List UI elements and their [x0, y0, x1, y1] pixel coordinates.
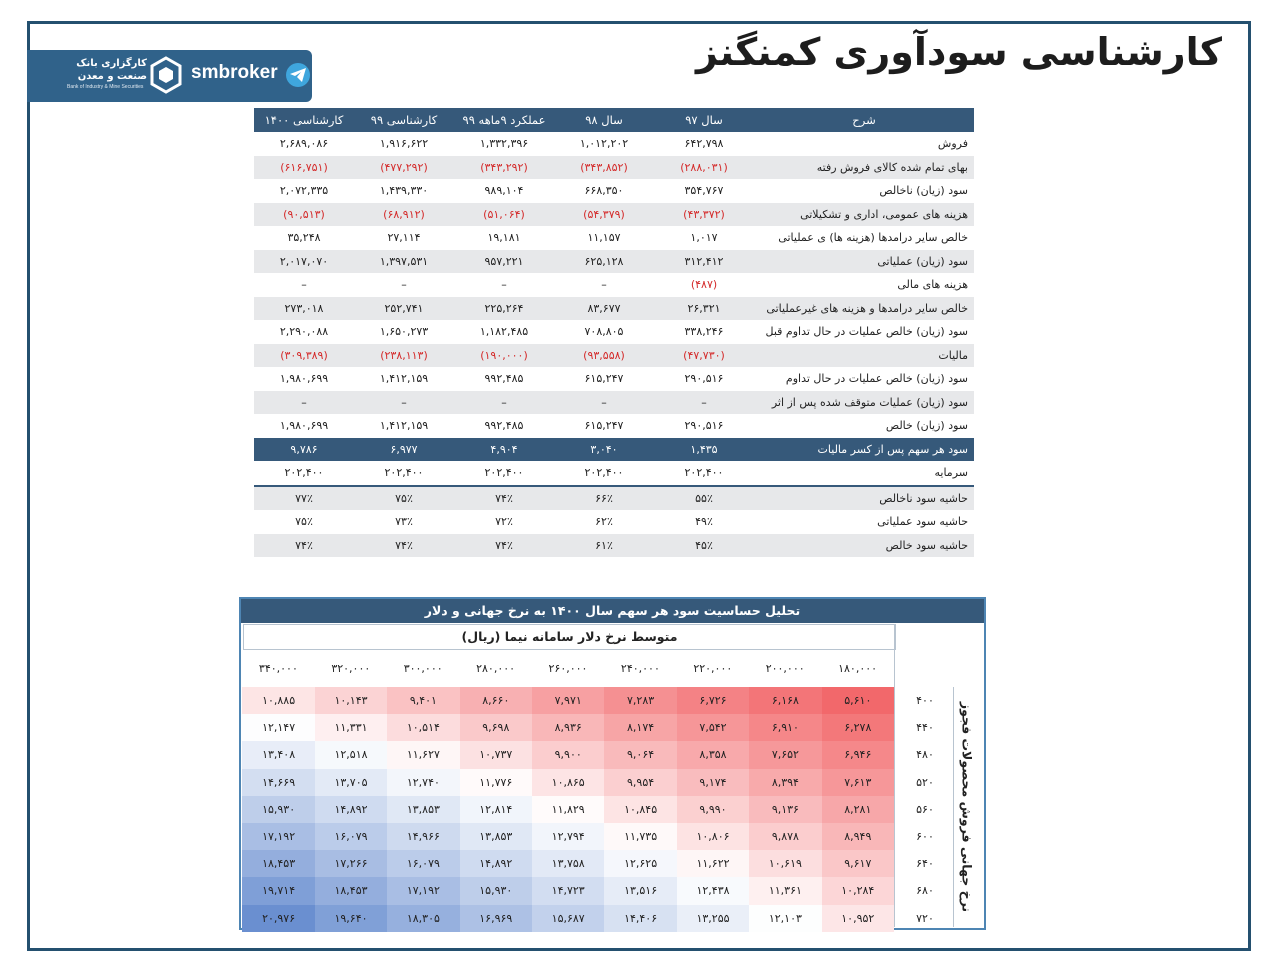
- table-cell: ۱,۹۸۰,۶۹۹: [254, 367, 354, 391]
- table-cell: ۵۵٪: [654, 486, 754, 511]
- table-cell: ۳۱۲,۴۱۲: [654, 250, 754, 274]
- sensitivity-cell: ۶,۲۷۸: [822, 714, 894, 741]
- table-cell: ۳۵۴,۷۶۷: [654, 179, 754, 203]
- sensitivity-cell: ۱۰,۸۴۵: [604, 796, 676, 823]
- table-cell: (۹۳,۵۵۸): [554, 344, 654, 368]
- table-cell: ۷۵٪: [254, 510, 354, 534]
- sensitivity-cell: ۱۴,۶۶۹: [242, 769, 314, 796]
- sensitivity-cell: ۱۲,۵۱۸: [315, 741, 387, 768]
- sensitivity-cell: ۱۳,۸۵۳: [387, 796, 459, 823]
- sensitivity-cell: ۱۴,۸۹۲: [315, 796, 387, 823]
- row-label: سود (زیان) خالص عملیات در حال تداوم قبل: [754, 320, 974, 344]
- dollar-rate-label: ۳۲۰,۰۰۰: [331, 662, 371, 675]
- divider: [894, 624, 895, 927]
- row-label: سود (زیان) خالص عملیات در حال تداوم: [754, 367, 974, 391]
- table-cell: ۱۹,۱۸۱: [454, 226, 554, 250]
- table-cell: ۸۳,۶۷۷: [554, 297, 654, 321]
- table-cell: (۳۰۹,۳۸۹): [254, 344, 354, 368]
- table-cell: (۵۴,۳۷۹): [554, 203, 654, 227]
- table-cell: ۷۴٪: [354, 534, 454, 558]
- sensitivity-cell: ۹,۱۷۴: [677, 769, 749, 796]
- sensitivity-cell: ۷,۲۸۳: [604, 687, 676, 714]
- table-cell: ۱,۳۳۲,۳۹۶: [454, 132, 554, 156]
- dollar-rate-label: ۲۰۰,۰۰۰: [765, 662, 805, 675]
- table-cell: (۴۳,۳۷۲): [654, 203, 754, 227]
- dollar-rate-axis-title: متوسط نرخ دلار سامانه نیما (ریال): [243, 624, 896, 650]
- sensitivity-cell: ۱۲,۷۴۰: [387, 769, 459, 796]
- table-cell: (۴۸۷): [654, 273, 754, 297]
- sensitivity-cell: ۹,۱۳۶: [749, 796, 821, 823]
- table-cell: –: [454, 391, 554, 415]
- sensitivity-cell: ۱۳,۷۵۸: [532, 850, 604, 877]
- table-row: [254, 438, 974, 462]
- sensitivity-cell: ۷,۵۴۲: [677, 714, 749, 741]
- table-cell: –: [254, 391, 354, 415]
- price-label: ۶۴۰: [916, 857, 934, 871]
- sensitivity-cell: ۱۰,۸۰۶: [677, 823, 749, 850]
- sensitivity-cell: ۶,۹۱۰: [749, 714, 821, 741]
- table-cell: ۹,۷۸۶: [254, 438, 354, 462]
- sensitivity-cell: ۱۶,۰۷۹: [315, 823, 387, 850]
- row-label: بهای تمام شده کالای فروش رفته: [754, 156, 974, 180]
- table-cell: ۲۶,۳۲۱: [654, 297, 754, 321]
- table-cell: ۶۱٪: [554, 534, 654, 558]
- sensitivity-cell: ۷,۶۵۲: [749, 741, 821, 768]
- bank-name-fa: کارگزاری بانک صنعت و معدن: [76, 58, 147, 82]
- sensitivity-cell: ۱۵,۹۳۰: [460, 877, 532, 904]
- table-cell: –: [554, 391, 654, 415]
- row-label: فروش: [754, 132, 974, 156]
- row-label: هزینه های مالی: [754, 273, 974, 297]
- sensitivity-cell: ۸,۳۵۸: [677, 741, 749, 768]
- table-row: [254, 510, 974, 534]
- sensitivity-cell: ۱۰,۵۱۴: [387, 714, 459, 741]
- sensitivity-cell: ۱۱,۶۲۲: [677, 850, 749, 877]
- dollar-rate-label: ۲۴۰,۰۰۰: [620, 662, 660, 675]
- table-cell: ۲۰۲,۴۰۰: [654, 461, 754, 486]
- table-row: [254, 461, 974, 486]
- column-header: عملکرد ۹ماهه ۹۹: [454, 108, 554, 132]
- price-axis-title: نرخ جهانی فروش محصولات فجوز: [959, 701, 975, 913]
- sensitivity-cell: ۸,۱۷۴: [604, 714, 676, 741]
- table-row: [254, 297, 974, 321]
- sensitivity-cell: ۱۱,۷۷۶: [460, 769, 532, 796]
- price-label: ۷۲۰: [916, 911, 934, 925]
- table-cell: (۲۳۸,۱۱۳): [354, 344, 454, 368]
- table-cell: –: [354, 391, 454, 415]
- sensitivity-cell: ۲۰,۹۷۶: [242, 905, 314, 932]
- sensitivity-cell: ۱۴,۷۲۳: [532, 877, 604, 904]
- column-header: شرح: [754, 108, 974, 132]
- table-cell: –: [554, 273, 654, 297]
- table-row: [254, 367, 974, 391]
- table-cell: (۴۷,۷۳۰): [654, 344, 754, 368]
- price-label: ۴۰۰: [916, 694, 934, 707]
- table-cell: ۲,۰۷۲,۳۳۵: [254, 179, 354, 203]
- table-cell: ۱۱,۱۵۷: [554, 226, 654, 250]
- table-cell: ۷۵٪: [354, 486, 454, 511]
- sensitivity-cell: ۷,۶۱۳: [822, 769, 894, 796]
- table-cell: ۶۱۵,۲۴۷: [554, 414, 654, 438]
- row-label: حاشیه سود عملیاتی: [754, 510, 974, 534]
- price-label: ۴۴۰: [916, 721, 934, 735]
- table-row: [254, 414, 974, 438]
- sensitivity-cell: ۱۷,۲۶۶: [315, 850, 387, 877]
- table-cell: ۷۰۸,۸۰۵: [554, 320, 654, 344]
- table-row: [254, 273, 974, 297]
- dollar-rate-label: ۲۶۰,۰۰۰: [548, 662, 588, 675]
- sensitivity-cell: ۱۴,۸۹۲: [460, 850, 532, 877]
- sensitivity-cell: ۵,۶۱۰: [822, 687, 894, 714]
- table-cell: ۲,۲۹۰,۰۸۸: [254, 320, 354, 344]
- row-label: سود (زیان) عملیات متوقف شده پس از اثر: [754, 391, 974, 415]
- table-row: [254, 344, 974, 368]
- table-cell: ۲۲۵,۲۶۴: [454, 297, 554, 321]
- row-label: حاشیه سود خالص: [754, 534, 974, 558]
- table-row: [254, 203, 974, 227]
- row-label: خالص سایر درامدها (هزینه ها) ی عملیاتی: [754, 226, 974, 250]
- sensitivity-cell: ۱۶,۰۷۹: [387, 850, 459, 877]
- table-cell: ۷۲٪: [454, 510, 554, 534]
- table-cell: ۱,۴۱۲,۱۵۹: [354, 367, 454, 391]
- sensitivity-cell: ۱۲,۷۹۴: [532, 823, 604, 850]
- sensitivity-cell: ۸,۹۴۹: [822, 823, 894, 850]
- table-cell: ۶۴۲,۷۹۸: [654, 132, 754, 156]
- table-cell: ۱,۳۹۷,۵۳۱: [354, 250, 454, 274]
- table-cell: ۱,۴۳۵: [654, 438, 754, 462]
- table-cell: –: [254, 273, 354, 297]
- sensitivity-cell: ۱۷,۱۹۲: [387, 877, 459, 904]
- sensitivity-cell: ۱۳,۷۰۵: [315, 769, 387, 796]
- row-label: سود هر سهم پس از کسر مالیات: [754, 438, 974, 462]
- table-cell: ۲۷,۱۱۴: [354, 226, 454, 250]
- sensitivity-cell: ۱۱,۸۲۹: [532, 796, 604, 823]
- sensitivity-cell: ۹,۹۰۰: [532, 741, 604, 768]
- table-cell: ۹۹۲,۴۸۵: [454, 414, 554, 438]
- table-row: [254, 391, 974, 415]
- table-cell: ۹۹۲,۴۸۵: [454, 367, 554, 391]
- sensitivity-cell: ۱۳,۸۵۳: [460, 823, 532, 850]
- price-axis-title-box: [953, 687, 981, 927]
- column-header: سال ۹۷: [654, 108, 754, 132]
- column-header: کارشناسی ۱۴۰۰: [254, 108, 354, 132]
- table-cell: (۶۱۶,۷۵۱): [254, 156, 354, 180]
- table-cell: ۳۵,۲۴۸: [254, 226, 354, 250]
- table-row: [254, 132, 974, 156]
- sensitivity-cell: ۸,۲۸۱: [822, 796, 894, 823]
- sensitivity-cell: ۱۲,۱۴۷: [242, 714, 314, 741]
- price-label: ۶۰۰: [916, 830, 934, 843]
- table-cell: (۳۴۳,۲۹۲): [454, 156, 554, 180]
- table-cell: ۱,۰۱۷: [654, 226, 754, 250]
- table-cell: ۲۹۰,۵۱۶: [654, 367, 754, 391]
- row-label: سرمایه: [754, 461, 974, 486]
- table-cell: (۱۹۰,۰۰۰): [454, 344, 554, 368]
- sensitivity-cell: ۱۲,۸۱۴: [460, 796, 532, 823]
- sensitivity-cell: ۹,۴۰۱: [387, 687, 459, 714]
- table-cell: ۷۴٪: [454, 534, 554, 558]
- table-cell: ۶۲۵,۱۲۸: [554, 250, 654, 274]
- table-row: [254, 156, 974, 180]
- sensitivity-cell: ۱۸,۴۵۳: [315, 877, 387, 904]
- column-header: کارشناسی ۹۹: [354, 108, 454, 132]
- table-cell: –: [454, 273, 554, 297]
- sensitivity-cell: ۸,۶۶۰: [460, 687, 532, 714]
- dollar-rate-label: ۱۸۰,۰۰۰: [838, 662, 878, 675]
- row-label: هزینه های عمومی، اداری و تشکیلاتی: [754, 203, 974, 227]
- sensitivity-cell: ۱۲,۴۳۸: [677, 877, 749, 904]
- sensitivity-cell: ۶,۹۴۶: [822, 741, 894, 768]
- row-label: مالیات: [754, 344, 974, 368]
- table-cell: ۲۰۲,۴۰۰: [254, 461, 354, 486]
- sensitivity-cell: ۹,۹۹۰: [677, 796, 749, 823]
- price-label: ۵۲۰: [916, 775, 934, 789]
- table-cell: ۱,۰۱۲,۲۰۲: [554, 132, 654, 156]
- table-cell: ۲۰۲,۴۰۰: [454, 461, 554, 486]
- sensitivity-cell: ۱۴,۹۶۶: [387, 823, 459, 850]
- dollar-rate-label: ۲۲۰,۰۰۰: [693, 662, 733, 675]
- row-label: خالص سایر درامدها و هزینه های غیرعملیاتی: [754, 297, 974, 321]
- sensitivity-cell: ۹,۶۱۷: [822, 850, 894, 877]
- sensitivity-cell: ۱۰,۲۸۴: [822, 877, 894, 904]
- table-cell: ۲۷۳,۰۱۸: [254, 297, 354, 321]
- table-cell: –: [654, 391, 754, 415]
- sensitivity-panel: [239, 597, 986, 930]
- sensitivity-cell: ۸,۳۹۴: [749, 769, 821, 796]
- table-cell: ۷۷٪: [254, 486, 354, 511]
- sensitivity-cell: ۱۰,۹۵۲: [822, 905, 894, 932]
- table-cell: (۵۱,۰۶۴): [454, 203, 554, 227]
- logo-banner: [27, 50, 312, 102]
- income-statement-table: [254, 108, 974, 557]
- table-cell: (۲۸۸,۰۳۱): [654, 156, 754, 180]
- sensitivity-cell: ۷,۹۷۱: [532, 687, 604, 714]
- sensitivity-cell: ۹,۸۷۸: [749, 823, 821, 850]
- sensitivity-cell: ۹,۰۶۴: [604, 741, 676, 768]
- sensitivity-cell: ۱۶,۹۶۹: [460, 905, 532, 932]
- dollar-rate-label: ۲۸۰,۰۰۰: [476, 662, 516, 675]
- table-cell: (۹۰,۵۱۳): [254, 203, 354, 227]
- sensitivity-cell: ۶,۱۶۸: [749, 687, 821, 714]
- sensitivity-title: تحلیل حساسیت سود هر سهم سال ۱۴۰۰ به نرخ جهانی و دلار: [241, 599, 984, 623]
- sensitivity-cell: ۱۰,۶۱۹: [749, 850, 821, 877]
- table-cell: ۲,۶۸۹,۰۸۶: [254, 132, 354, 156]
- table-row: [254, 226, 974, 250]
- table-cell: ۹۵۷,۲۲۱: [454, 250, 554, 274]
- telegram-icon[interactable]: [286, 63, 310, 87]
- price-label: ۵۶۰: [916, 802, 934, 816]
- table-cell: ۴۵٪: [654, 534, 754, 558]
- table-cell: ۳۳۸,۲۴۶: [654, 320, 754, 344]
- sensitivity-cell: ۱۱,۳۳۱: [315, 714, 387, 741]
- sensitivity-cell: ۱۰,۷۳۷: [460, 741, 532, 768]
- row-label: سود (زیان) عملیاتی: [754, 250, 974, 274]
- price-label: ۶۸۰: [916, 884, 934, 898]
- sensitivity-cell: ۱۰,۱۴۳: [315, 687, 387, 714]
- sensitivity-cell: ۹,۹۵۴: [604, 769, 676, 796]
- table-row: [254, 486, 974, 511]
- table-cell: (۶۸,۹۱۲): [354, 203, 454, 227]
- table-cell: –: [354, 273, 454, 297]
- table-cell: ۶,۹۷۷: [354, 438, 454, 462]
- table-cell: ۱,۴۳۹,۳۳۰: [354, 179, 454, 203]
- bank-name-en: Bank of Industry & Mine Securities: [67, 84, 144, 90]
- dollar-rate-label: ۳۰۰,۰۰۰: [403, 662, 443, 675]
- table-cell: ۱,۶۵۰,۲۷۳: [354, 320, 454, 344]
- table-cell: ۳,۰۴۰: [554, 438, 654, 462]
- column-header: سال ۹۸: [554, 108, 654, 132]
- table-cell: ۶۱۵,۲۴۷: [554, 367, 654, 391]
- table-row: [254, 179, 974, 203]
- table-cell: ۲۹۰,۵۱۶: [654, 414, 754, 438]
- price-label: ۴۸۰: [916, 748, 934, 762]
- table-cell: ۷۴٪: [254, 534, 354, 558]
- table-cell: ۶۶٪: [554, 486, 654, 511]
- sensitivity-cell: ۱۵,۹۳۰: [242, 796, 314, 823]
- row-label: حاشیه سود ناخالص: [754, 486, 974, 511]
- sensitivity-cell: ۶,۷۲۶: [677, 687, 749, 714]
- sensitivity-cell: ۱۳,۵۱۶: [604, 877, 676, 904]
- table-cell: ۹۸۹,۱۰۴: [454, 179, 554, 203]
- table-cell: ۷۳٪: [354, 510, 454, 534]
- sensitivity-cell: ۱۱,۳۶۱: [749, 877, 821, 904]
- dollar-rate-label: ۳۴۰,۰۰۰: [258, 662, 298, 675]
- sensitivity-cell: ۱۸,۴۵۳: [242, 850, 314, 877]
- table-cell: (۴۷۷,۲۹۲): [354, 156, 454, 180]
- table-cell: ۱,۹۸۰,۶۹۹: [254, 414, 354, 438]
- table-cell: ۷۴٪: [454, 486, 554, 511]
- brand-name: smbroker: [191, 62, 278, 83]
- sensitivity-cell: ۱۳,۴۰۸: [242, 741, 314, 768]
- sensitivity-cell: ۱۲,۶۲۵: [604, 850, 676, 877]
- table-cell: ۱,۱۸۲,۴۸۵: [454, 320, 554, 344]
- table-cell: ۲۰۲,۴۰۰: [354, 461, 454, 486]
- page-title: کارشناسی سودآوری کمنگنز: [695, 30, 1222, 74]
- sensitivity-cell: ۱۰,۸۶۵: [532, 769, 604, 796]
- sensitivity-cell: ۱۵,۶۸۷: [532, 905, 604, 932]
- table-row: [254, 250, 974, 274]
- sensitivity-cell: ۱۳,۲۵۵: [677, 905, 749, 932]
- table-cell: ۱,۹۱۶,۶۲۲: [354, 132, 454, 156]
- sensitivity-cell: ۱۸,۳۰۵: [387, 905, 459, 932]
- table-cell: ۴۹٪: [654, 510, 754, 534]
- sensitivity-cell: ۱۱,۷۳۵: [604, 823, 676, 850]
- table-cell: ۱,۴۱۲,۱۵۹: [354, 414, 454, 438]
- table-cell: ۲۰۲,۴۰۰: [554, 461, 654, 486]
- sensitivity-cell: ۹,۶۹۸: [460, 714, 532, 741]
- table-cell: (۳۴۳,۸۵۲): [554, 156, 654, 180]
- row-label: سود (زیان) ناخالص: [754, 179, 974, 203]
- table-row: [254, 534, 974, 558]
- table-cell: ۲,۰۱۷,۰۷۰: [254, 250, 354, 274]
- sensitivity-cell: ۱۷,۱۹۲: [242, 823, 314, 850]
- row-label: سود (زیان) خالص: [754, 414, 974, 438]
- sensitivity-cell: ۸,۹۳۶: [532, 714, 604, 741]
- table-cell: ۴,۹۰۴: [454, 438, 554, 462]
- sensitivity-cell: ۱۲,۱۰۳: [749, 905, 821, 932]
- table-cell: ۲۵۲,۷۴۱: [354, 297, 454, 321]
- sensitivity-cell: ۱۱,۶۲۷: [387, 741, 459, 768]
- table-cell: ۶۶۸,۳۵۰: [554, 179, 654, 203]
- sensitivity-cell: ۱۰,۸۸۵: [242, 687, 314, 714]
- sensitivity-cell: ۱۴,۴۰۶: [604, 905, 676, 932]
- sensitivity-cell: ۱۹,۷۱۴: [242, 877, 314, 904]
- table-row: [254, 320, 974, 344]
- table-cell: ۶۲٪: [554, 510, 654, 534]
- bank-logo-icon: [149, 56, 183, 96]
- sensitivity-cell: ۱۹,۶۴۰: [315, 905, 387, 932]
